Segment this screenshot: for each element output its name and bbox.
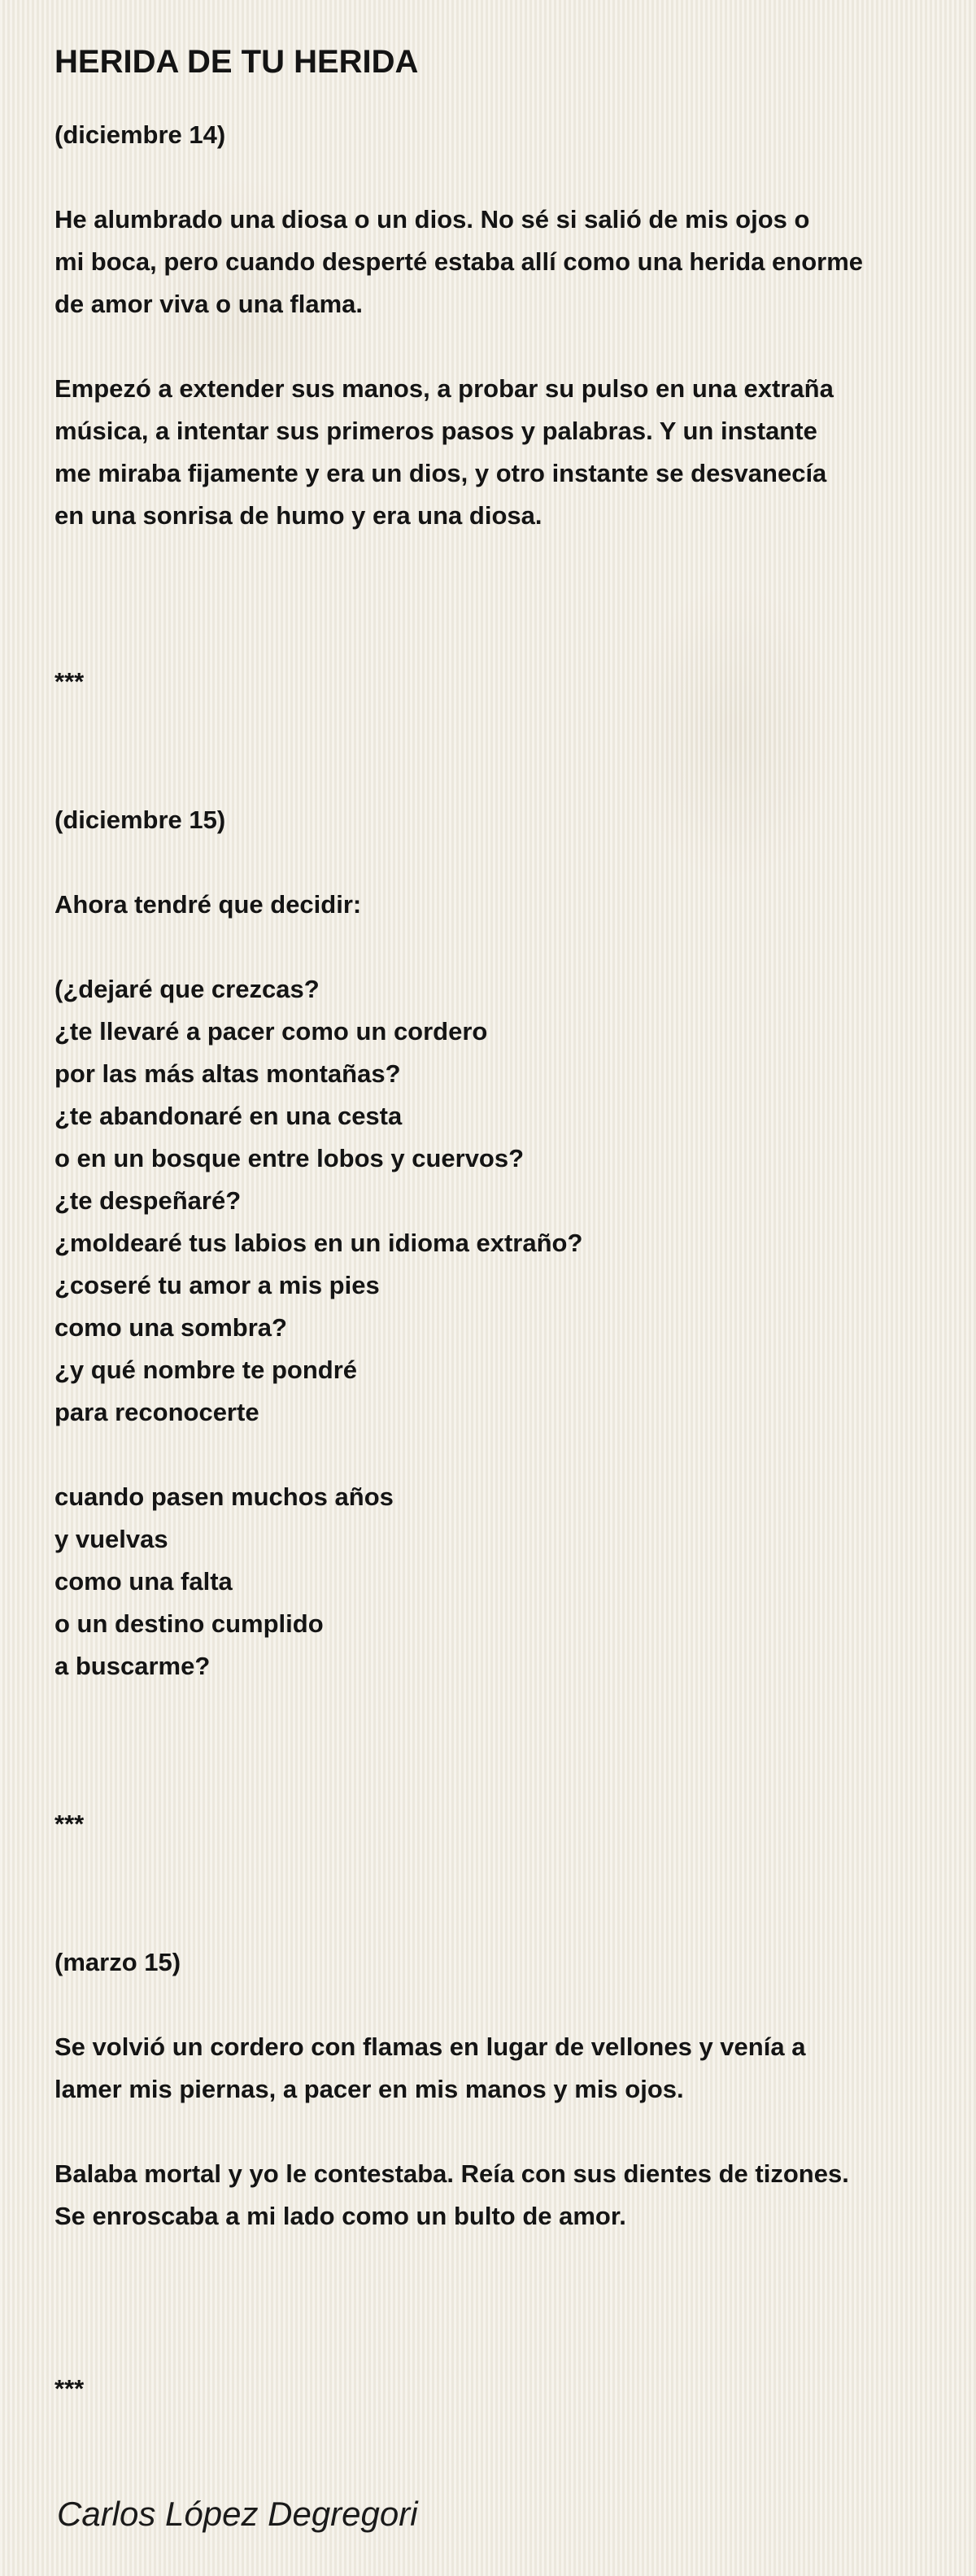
section-separator [54, 1803, 933, 1845]
separator-text: *** [54, 1810, 85, 1838]
poem-line: (marzo 15) [54, 1948, 181, 1976]
blank-line [54, 325, 933, 368]
poem-line: o un destino cumplido [54, 1609, 324, 1638]
poem-line: (diciembre 15) [54, 806, 226, 834]
separator-text: *** [54, 667, 85, 696]
poem-stanza-group [54, 1941, 933, 2238]
blank-line [54, 1984, 933, 2026]
poem-line: (diciembre 14) [54, 120, 226, 149]
poem-line: He alumbrado una diosa o un dios. No sé si salió de mis ojos o [54, 205, 810, 234]
poem-line: Se enroscaba a mi lado como un bulto de amor. [54, 2202, 626, 2230]
poem-line: lamer mis piernas, a pacer en mis manos y mis ojos. [54, 2075, 684, 2103]
poem-line: o en un bosque entre lobos y cuervos? [54, 1144, 525, 1172]
poem-line: como una falta [54, 1567, 233, 1596]
blank-line [54, 841, 933, 884]
poem-line: por las más altas montañas? [54, 1059, 401, 1088]
poem-line: (¿dejaré que crezcas? [54, 975, 320, 1003]
poem-stanza-group [54, 114, 933, 537]
poem-line: Se volvió un cordero con flamas en lugar de vellones y venía a [54, 2032, 806, 2061]
poem-line: para reconocerte [54, 1398, 259, 1426]
poem-line: ¿moldearé tus labios en un idioma extraño? [54, 1229, 583, 1257]
poem-line: me miraba fijamente y era un dios, y otro instante se desvanecía [54, 459, 827, 487]
poem-line: mi boca, pero cuando desperté estaba allí como una herida enorme [54, 247, 863, 276]
section-separator [54, 661, 933, 703]
poem-line: ¿te despeñaré? [54, 1186, 242, 1215]
blank-line [54, 1434, 933, 1476]
poem-line: Balaba mortal y yo le contestaba. Reía con sus dientes de tizones. [54, 2159, 849, 2188]
author-signature: Carlos López Degregori [57, 2495, 418, 2533]
section-separator [54, 2368, 933, 2410]
poem-line: ¿te llevaré a pacer como un cordero [54, 1017, 488, 1046]
poem-line: Empezó a extender sus manos, a probar su pulso en una extraña [54, 374, 834, 403]
poem-line: y vuelvas [54, 1525, 168, 1553]
poem-line: ¿y qué nombre te pondré [54, 1356, 358, 1384]
blank-line [54, 156, 933, 199]
poem-line: a buscarme? [54, 1652, 211, 1680]
blank-line [54, 2111, 933, 2153]
poem-title: HERIDA DE TU HERIDA [54, 44, 419, 80]
poem-line: ¿coseré tu amor a mis pies [54, 1271, 380, 1299]
separator-text: *** [54, 2374, 85, 2403]
poem-line: cuando pasen muchos años [54, 1482, 394, 1511]
poem-line: de amor viva o una flama. [54, 290, 364, 318]
poem-line: música, a intentar sus primeros pasos y palabras. Y un instante [54, 417, 817, 445]
blank-line [54, 926, 933, 968]
poem-line: Ahora tendré que decidir: [54, 890, 362, 919]
poem-line: como una sombra? [54, 1313, 287, 1342]
poem-stanza-group [54, 799, 933, 1687]
poem-line: ¿te abandonaré en una cesta [54, 1102, 403, 1130]
poem-line: en una sonrisa de humo y era una diosa. [54, 501, 542, 530]
